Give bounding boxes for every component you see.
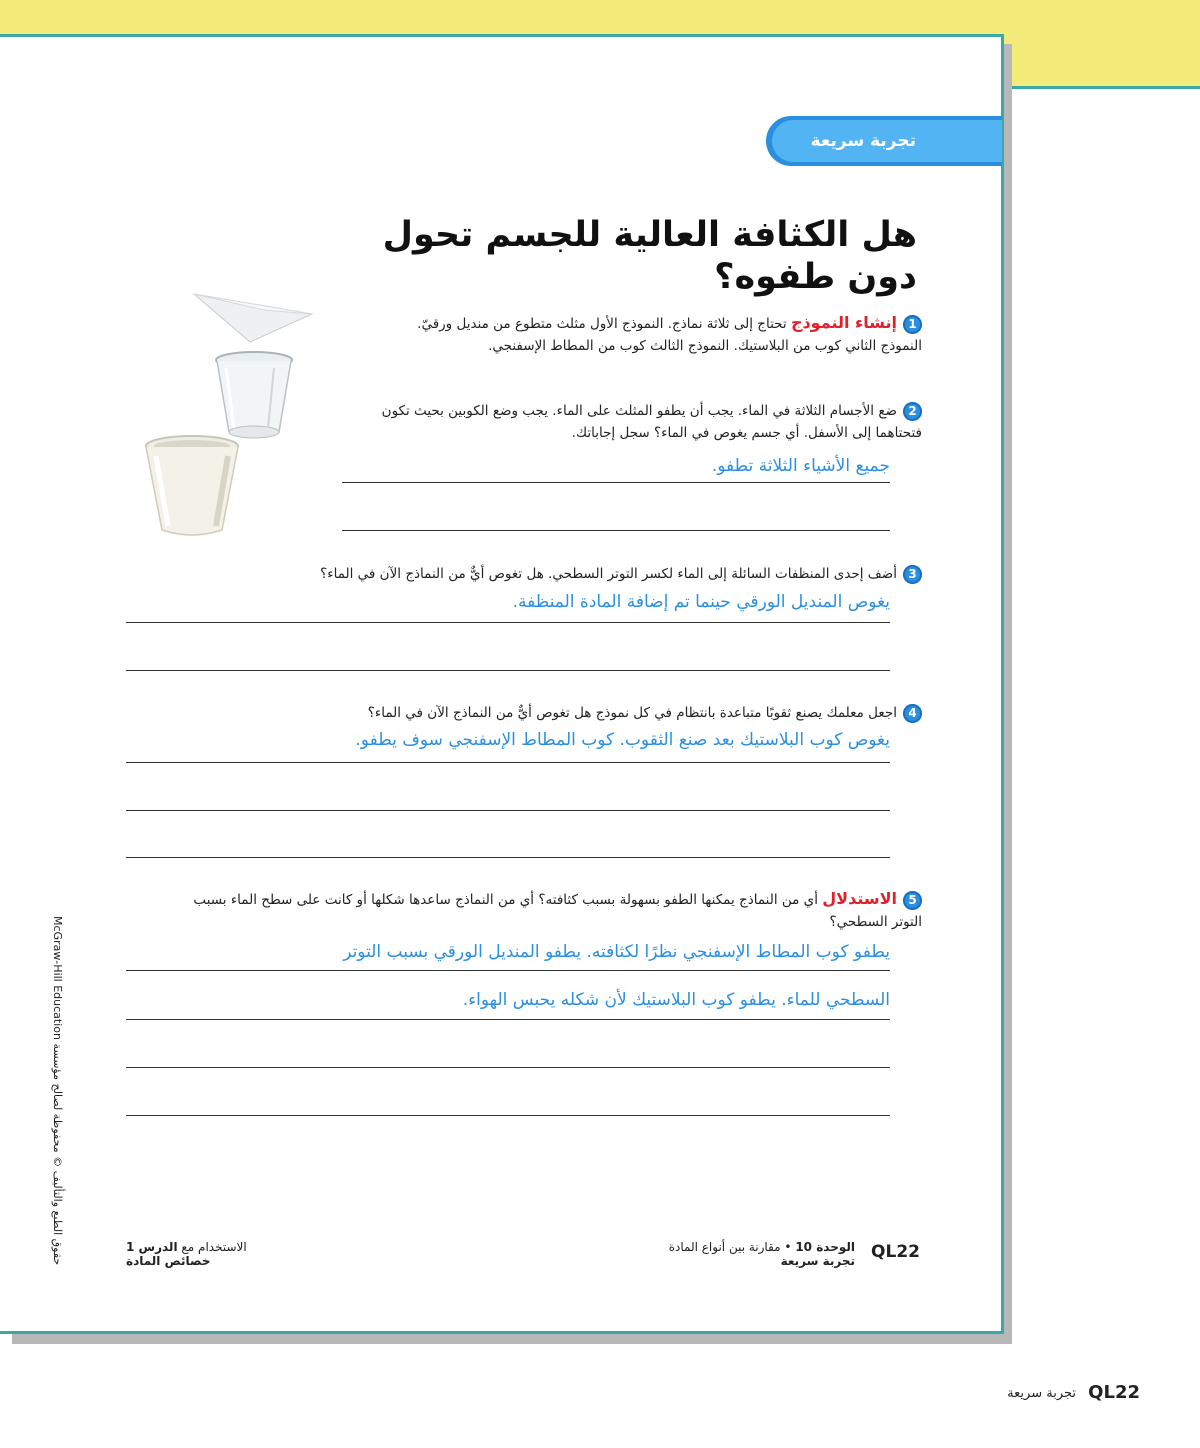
copyright-notice [44,916,68,1266]
footer-lesson-prefix: الاستخدام مع [181,1240,247,1254]
footer-lesson-label: الدرس 1 [126,1240,178,1254]
step-2 [340,400,922,444]
step-1 [340,312,922,357]
step-1-text-a: تحتاج إلى ثلاثة نماذج. النموذج الأول مثلث متطوع من منديل ورقيّ. [417,316,787,332]
step-5-rule-2 [126,1019,890,1020]
step-1-number: 1 [903,315,922,334]
step-2-text: ضع الأجسام الثلاثة في الماء. يجب أن يطفو المثلث على الماء. يجب وضع الكوبين بحيث تكون فتحتاهما إلى الأسفل. أي جسم يغوص في الماء؟ سجل إجاباتك. [381,403,922,441]
step-5-text: أي من النماذج يمكنها الطفو بسهولة بسبب كثافته؟ أي من النماذج ساعدها شكلها أو كانت على سطح الماء بسبب التوتر السطحي؟ [193,892,922,930]
copyright-text: McGraw-Hill Education حقوق الطبع والتأليف © محفوظة لصالح مؤسسة [51,916,64,1266]
outer-footer-section: تجربة سريعة [1007,1386,1076,1401]
step-5-answer-line-2: السطحي للماء. يطفو كوب البلاستيك لأن شكله يحبس الهواء. [462,990,890,1010]
step-5-answer-line-1: يطفو كوب المطاط الإسفنجي نظرًا لكثافته. يطفو المنديل الورقي بسبب التوتر [343,942,890,962]
footer-lesson-title: خصائص المادة [126,1254,211,1268]
footer-page-code: QL22 [871,1242,920,1262]
foam-cup-image [142,434,242,540]
step-3-rule-2 [126,670,890,671]
step-4-rule-2 [126,810,890,811]
step-5-rule-3 [126,1067,890,1068]
step-3-answer: يغوص المنديل الورقي حينما تم إضافة المادة المنظفة. [512,592,890,612]
step-4-text: اجعل معلمك يصنع ثقوبًا متباعدة بانتظام في كل نموذج هل تغوص أيٌّ من النماذج الآن في الماء؟ [367,705,897,721]
step-1-text-b: النموذج الثاني كوب من البلاستيك. النموذج الثالث كوب من المطاط الإسفنجي. [488,338,922,354]
napkin-triangle-image [192,290,316,346]
plastic-cup-image [212,350,296,442]
section-tab-label: تجربة سريعة [772,120,1002,162]
footer-unit [555,1240,855,1268]
footer-unit-title: مقارنة بين أنواع المادة [668,1240,781,1254]
step-4-number: 4 [903,704,922,723]
step-5 [176,888,922,933]
step-4-answer: يغوص كوب البلاستيك بعد صنع الثقوب. كوب المطاط الإسفنجي سوف يطفو. [355,730,890,750]
step-4-rule-1 [126,762,890,763]
step-4-rule-3 [126,857,890,858]
step-2-answer: جميع الأشياء الثلاثة تطفو. [711,456,890,476]
page-title: هل الكثافة العالية للجسم تحول دون طفوه؟ [382,215,917,297]
step-3-text: أضف إحدى المنظفات السائلة إلى الماء لكسر التوتر السطحي. هل تغوص أيٌّ من النماذج الآن في الماء؟ [320,566,897,582]
step-1-keyword: إنشاء النموذج [790,313,897,332]
step-5-rule-4 [126,1115,890,1116]
step-2-rule-1 [342,482,890,483]
footer-unit-label: الوحدة 10 [795,1240,855,1254]
step-5-rule-1 [126,970,890,971]
step-2-number: 2 [903,402,922,421]
outer-footer-page-code: QL22 [1088,1382,1140,1403]
step-3-rule-1 [126,622,890,623]
footer-unit-sep: • [784,1240,792,1254]
step-3-number: 3 [903,565,922,584]
section-tab [766,116,1002,166]
step-3 [126,563,922,585]
top-band-rule [1008,86,1200,89]
step-5-keyword: الاستدلال [822,889,897,908]
step-5-number: 5 [903,891,922,910]
step-4 [126,702,922,724]
step-2-rule-2 [342,530,890,531]
footer-lesson [126,1240,326,1268]
footer-section: تجربة سريعة [780,1254,855,1268]
